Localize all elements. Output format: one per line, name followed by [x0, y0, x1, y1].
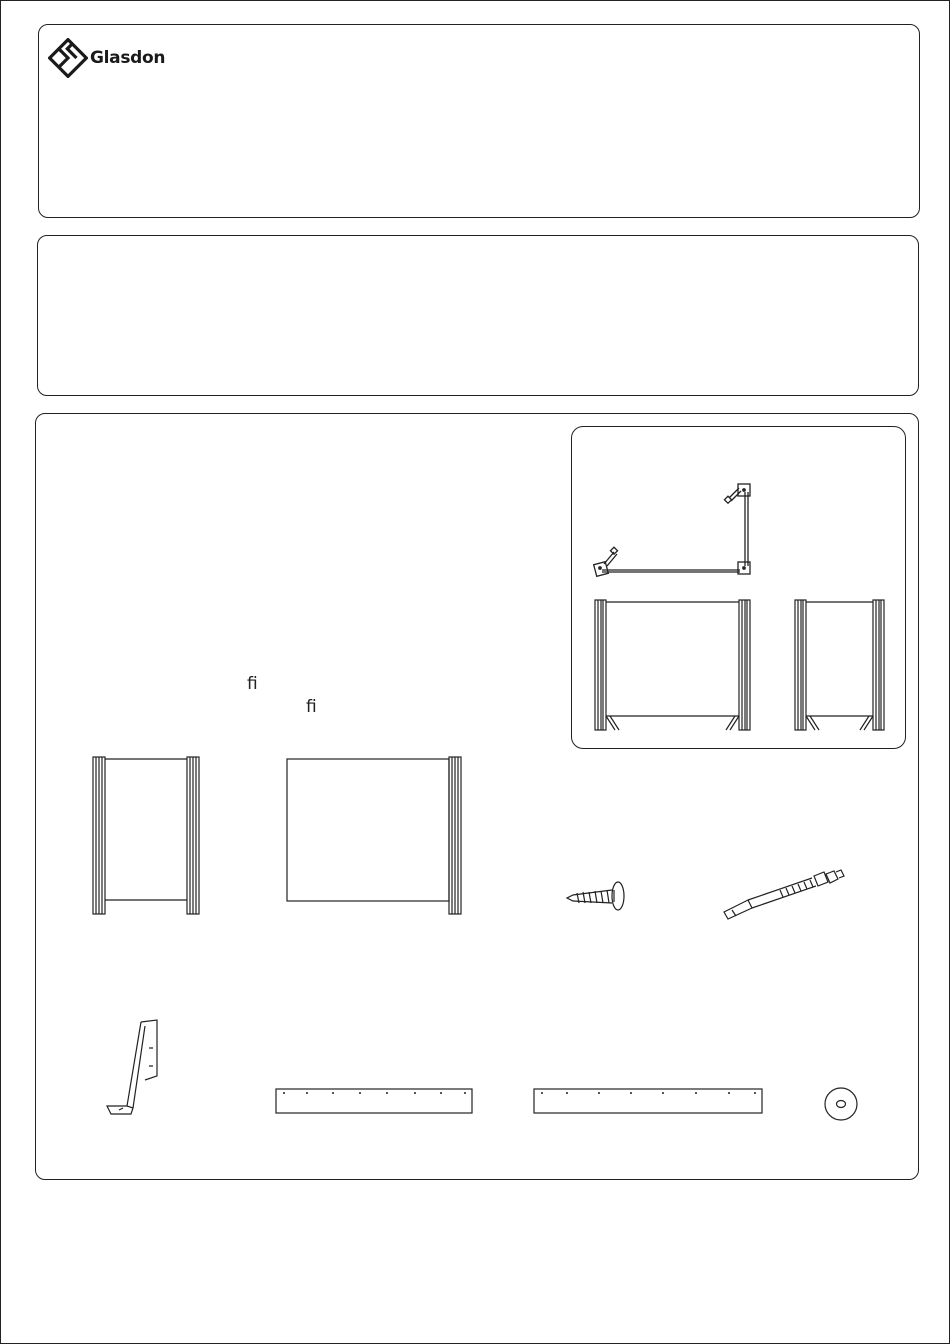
wide-screen-panel-icon [593, 598, 753, 733]
ligature-glyph: ﬁ [306, 697, 317, 717]
long-rail-icon [533, 1088, 765, 1116]
short-rail-icon [275, 1088, 475, 1116]
info-panel [37, 235, 919, 396]
narrow-panel-icon [91, 755, 203, 917]
brand-logo [48, 38, 165, 78]
brand-name: Glasdon [90, 48, 166, 68]
frame-outline-icon [590, 478, 760, 578]
anchor-bolt-icon [720, 866, 845, 921]
washer-icon [823, 1086, 859, 1122]
header-panel [38, 24, 920, 218]
narrow-screen-panel-icon [793, 598, 888, 733]
screw-icon [563, 878, 629, 914]
bracket-icon [105, 1018, 167, 1118]
ligature-glyph: ﬁ [247, 674, 258, 694]
wide-panel-icon [285, 755, 465, 917]
glasdon-diamond-logo-icon [48, 38, 88, 78]
